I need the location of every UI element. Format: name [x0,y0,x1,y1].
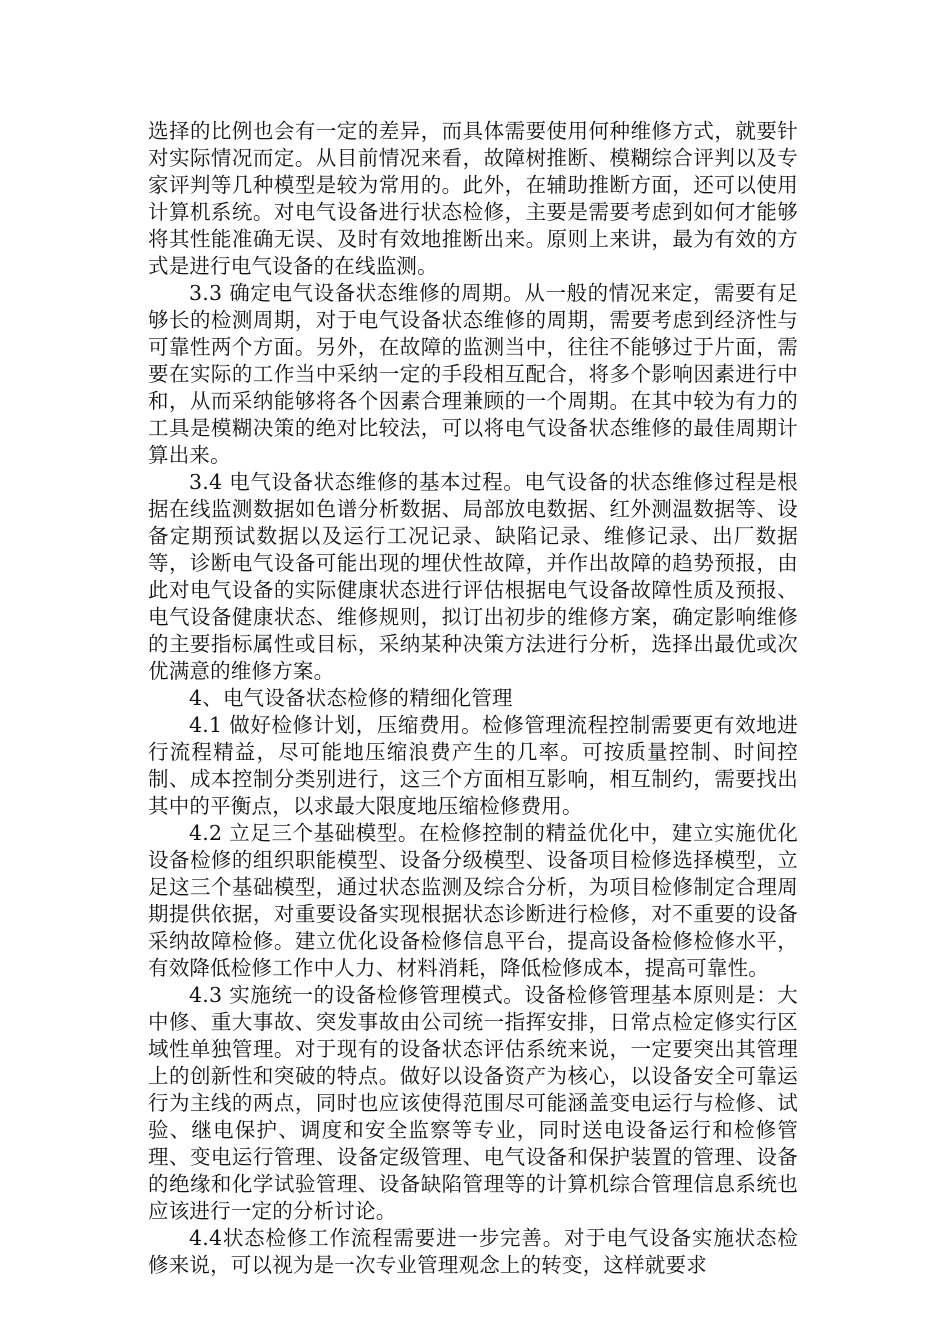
paragraph-section-4-3: 4.3 实施统一的设备检修管理模式。设备检修管理基本原则是：大中修、重大事故、突发事故由公司统一指挥安排，日常点检定修实行区域性单独管理。对于现有的设备状态评估系统来说，一定要突出其管理上的创新性和突破的特点。做好以设备资产为核心，以设备安全可靠运行为主线的两点，同时也应该使得范围尽可能涵盖变电运行与检修、试验、继电保护、调度和安全监察等专业，同时送电设备运行和检修管理、变电运行管理、设备定级管理、电气设备和保护装置的管理、设备的绝缘和化学试验管理、设备缺陷管理等的计算机综合管理信息系统也应该进行一定的分析讨论。 [148,983,798,1223]
paragraph-section-4-4: 4.4状态检修工作流程需要进一步完善。对于电气设备实施状态检修来说，可以视为是一次专业管理观念上的转变，这样就要求 [148,1226,798,1277]
section-heading-4: 4、电气设备状态检修的精细化管理 [189,686,513,710]
document-body [148,118,798,1279]
paragraph-section-3-3: 3.3 确定电气设备状态维修的周期。从一般的情况来定，需要有足够长的检测周期，对于电气设备状态维修的周期，需要考虑到经济性与可靠性两个方面。另外，在故障的监测当中，往往不能够过于片面，需要在实际的工作当中采纳一定的手段相互配合，将多个影响因素进行中和，从而采纳能够将各个因素合理兼顾的一个周期。在其中较为有力的工具是模糊决策的绝对比较法，可以将电气设备状态维修的最佳周期计算出来。 [148,281,798,467]
paragraph-section-4-2: 4.2 立足三个基础模型。在检修控制的精益优化中，建立实施优化设备检修的组织职能模型、设备分级模型、设备项目检修选择模型，立足这三个基础模型，通过状态监测及综合分析，为项目检修制定合理周期提供依据，对重要设备实现根据状态诊断进行检修，对不重要的设备采纳故障检修。建立优化设备检修信息平台，提高设备检修检修水平，有效降低检修工作中人力、材料消耗，降低检修成本，提高可靠性。 [148,821,798,980]
paragraph-section-4-1: 4.1 做好检修计划，压缩费用。检修管理流程控制需要更有效地进行流程精益，尽可能地压缩浪费产生的几率。可按质量控制、时间控制、成本控制分类别进行，这三个方面相互影响，相互制约，需要找出其中的平衡点，以求最大限度地压缩检修费用。 [148,713,798,818]
paragraph-section-3-4: 3.4 电气设备状态维修的基本过程。电气设备的状态维修过程是根据在线监测数据如色谱分析数据、局部放电数据、红外测温数据等、设备定期预试数据以及运行工况记录、缺陷记录、维修记录、出厂数据等，诊断电气设备可能出现的埋伏性故障，并作出故障的趋势预报，由此对电气设备的实际健康状态进行评估根据电气设备故障性质及预报、电气设备健康状态、维修规则，拟订出初步的维修方案，确定影响维修的主要指标属性或目标，采纳某种决策方法进行分析，选择出最优或次优满意的维修方案。 [148,470,798,683]
paragraph-continuation: 选择的比例也会有一定的差异，而具体需要使用何种维修方式，就要针对实际情况而定。从目前情况来看，故障树推断、模糊综合评判以及专家评判等几种模型是较为常用的。此外，在辅助推断方面，还可以使用计算机系统。对电气设备进行状态检修，主要是需要考虑到如何才能够将其性能准确无误、及时有效地推断出来。原则上来讲，最为有效的方式是进行电气设备的在线监测。 [148,119,798,278]
